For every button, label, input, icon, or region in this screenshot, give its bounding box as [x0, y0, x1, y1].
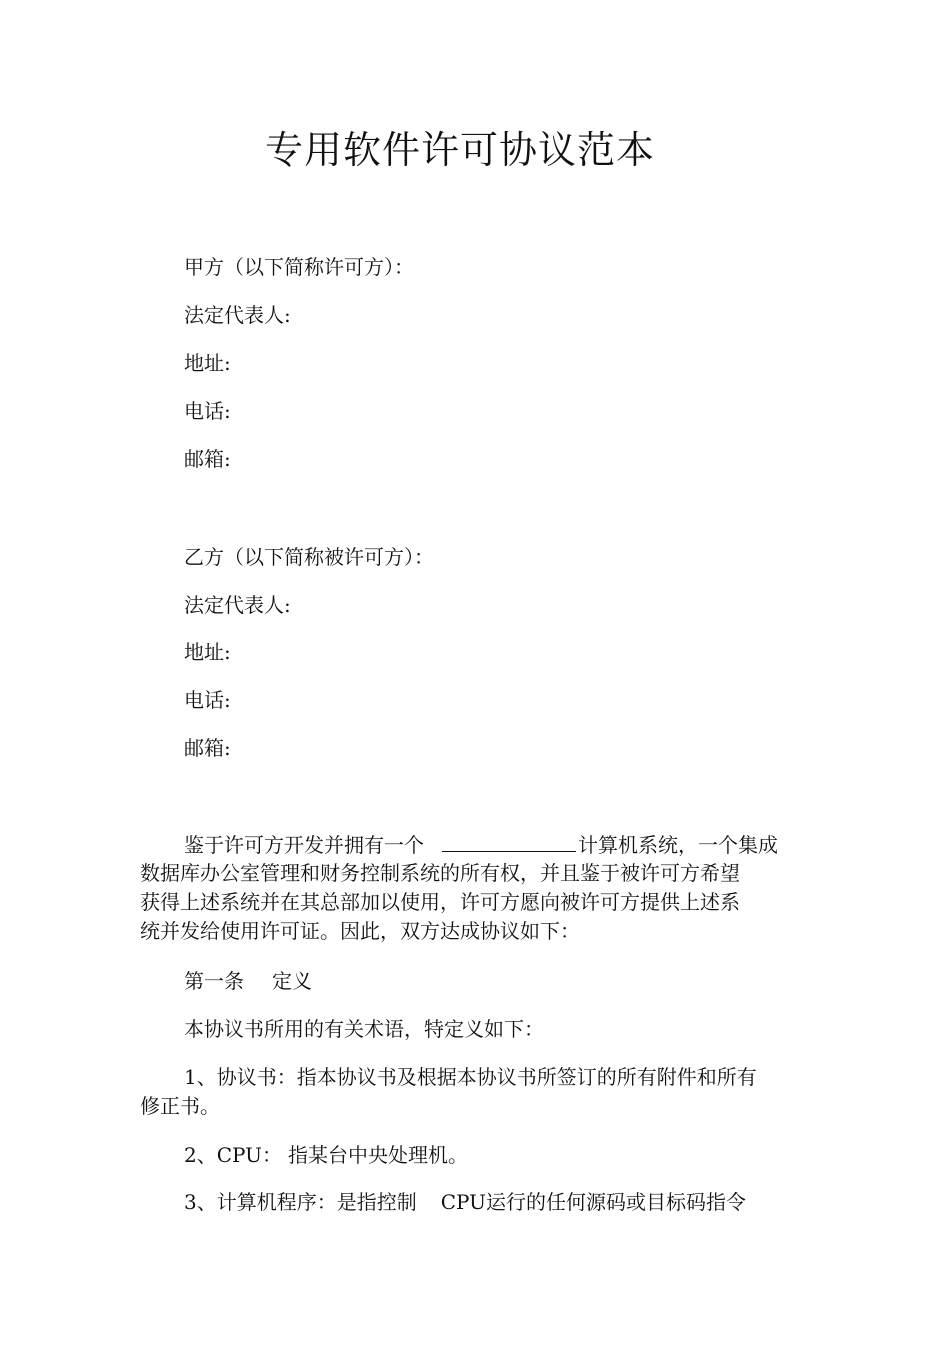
article-1-number: 第一条 — [184, 969, 244, 993]
preamble-line-3: 获得上述系统并在其总部加以使用，许可方愿向被许可方提供上述系 — [140, 890, 740, 914]
definition-3-term: 3、计算机程序：是指控制 — [184, 1190, 417, 1214]
definition-1-line-1: 1、协议书：指本协议书及根据本协议书所签订的所有附件和所有 — [184, 1065, 757, 1089]
definition-3 — [184, 1188, 746, 1216]
party-b-heading: 乙方（以下简称被许可方）： — [184, 545, 434, 569]
party-b-rep-label: 法定代表人: — [184, 593, 291, 617]
definition-2-term: 2、CPU： — [184, 1143, 282, 1167]
preamble-line-2: 数据库办公室管理和财务控制系统的所有权，并且鉴于被许可方希望 — [140, 861, 740, 885]
article-1-intro: 本协议书所用的有关术语，特定义如下： — [184, 1017, 544, 1041]
preamble-line-1-start: 鉴于许可方开发并拥有一个 — [184, 833, 424, 857]
system-name-blank — [442, 831, 576, 852]
party-a-rep-label: 法定代表人: — [184, 303, 291, 327]
definition-3-text: CPU运行的任何源码或目标码指令 — [440, 1190, 746, 1214]
party-b-phone-label: 电话: — [184, 688, 231, 712]
definition-2 — [184, 1141, 468, 1169]
article-1-name: 定义 — [272, 969, 312, 993]
definition-1-line-2: 修正书。 — [140, 1094, 220, 1118]
party-a-address-label: 地址: — [184, 351, 231, 375]
article-1-heading — [184, 967, 312, 995]
document-title: 专用软件许可协议范本 — [264, 128, 655, 172]
preamble-line-4: 统并发给使用许可证。因此，双方达成协议如下： — [140, 919, 580, 943]
party-b-email-label: 邮箱: — [184, 736, 231, 760]
preamble-line-1-end: 计算机系统，一个集成 — [578, 833, 778, 857]
party-a-phone-label: 电话: — [184, 399, 231, 423]
party-b-address-label: 地址: — [184, 640, 231, 664]
party-a-heading: 甲方（以下简称许可方）： — [184, 255, 414, 279]
definition-2-text: 指某台中央处理机。 — [288, 1143, 468, 1167]
preamble-line-1 — [184, 831, 778, 859]
party-a-email-label: 邮箱: — [184, 447, 231, 471]
